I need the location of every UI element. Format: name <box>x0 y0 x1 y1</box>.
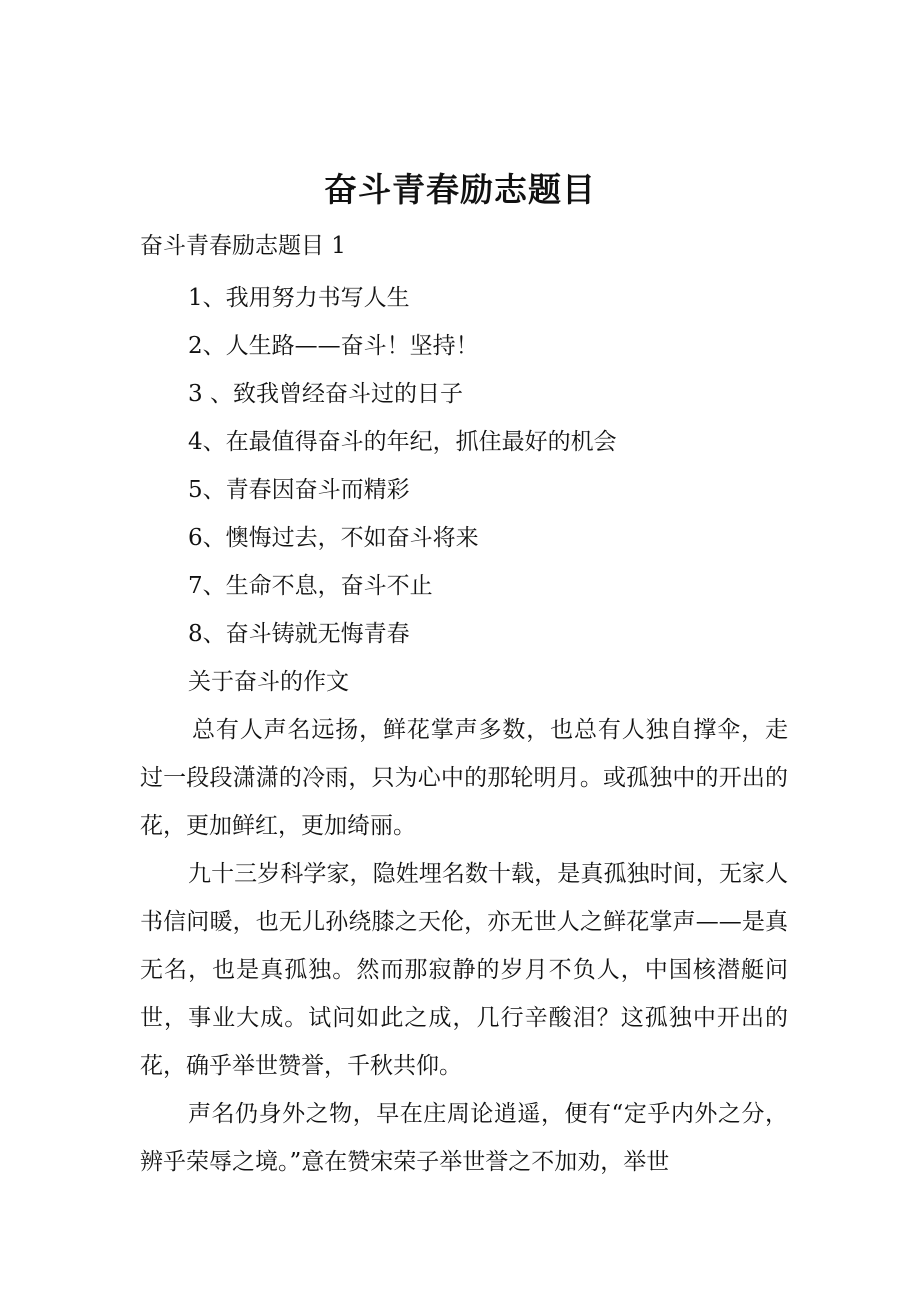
paragraph: 声名仍身外之物，早在庄周论逍遥，便有“定乎内外之分，辨乎荣辱之境。”意在赞宋荣子举世誉之不加劝，举世 <box>140 1101 788 1175</box>
list-item: 7、生命不息，奋斗不止 <box>188 573 433 599</box>
list-item: 6、懊悔过去，不如奋斗将来 <box>188 525 479 551</box>
list-item: 4、在最值得奋斗的年纪，抓住最好的机会 <box>188 429 617 455</box>
essay-title: 关于奋斗的作文 <box>188 669 349 695</box>
section-heading: 奋斗青春励志题目 1 <box>140 233 346 259</box>
list-item: 5、青春因奋斗而精彩 <box>188 477 410 503</box>
list-item: 1、我用努力书写人生 <box>188 285 410 311</box>
document-body <box>140 226 788 1186</box>
paragraph: 九十三岁科学家，隐姓埋名数十载，是真孤独时间，无家人书信问暖，也无儿孙绕膝之天伦，亦无世人之鲜花掌声——是真无名，也是真孤独。然而那寂静的岁月不负人，中国核潜艇问世，事业大成。试问如此之成，几行辛酸泪？这孤独中开出的花，确乎举世赞誉，千秋共仰。 <box>140 861 788 1079</box>
list-item: 2、人生路——奋斗！坚持！ <box>188 333 479 359</box>
list-item: 3 、致我曾经奋斗过的日子 <box>188 381 463 407</box>
page-title: 奋斗青春励志题目 <box>324 170 596 210</box>
paragraph: 总有人声名远扬，鲜花掌声多数，也总有人独自撑伞，走过一段段潇潇的冷雨，只为心中的那轮明月。或孤独中的开出的花，更加鲜红，更加绮丽。 <box>140 717 788 839</box>
list-item: 8、奋斗铸就无悔青春 <box>188 621 410 647</box>
title-list <box>140 274 788 658</box>
